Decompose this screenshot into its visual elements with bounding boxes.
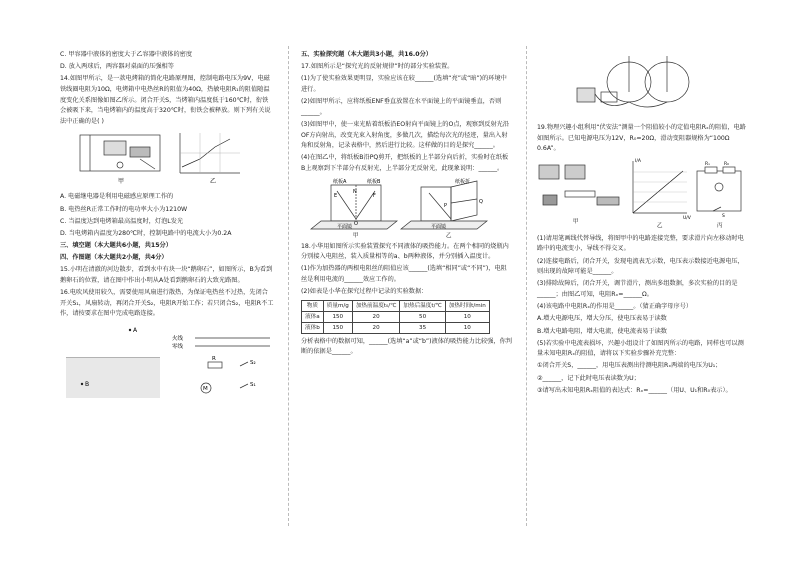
temp-resistance-graph bbox=[180, 133, 240, 173]
q19-step3: ③请写出未知电阻Rₓ阻值的表达式：Rₓ=______（用U、U₁和R₀表示）。 bbox=[537, 386, 732, 394]
q14-label-b: 乙 bbox=[210, 178, 217, 186]
section-5-title: 五、实验探究题（本大题共3小题，共16.0分） bbox=[301, 51, 432, 58]
q16-motor-label: M bbox=[203, 386, 208, 393]
q19-option-b: B.增大电路电阻，增大电流，使电流表易于读数 bbox=[537, 327, 667, 335]
q18-apparatus-svg bbox=[537, 52, 747, 120]
q19-step1: ①闭合开关S，______，用电压表测出待测电阻Rₓ两端的电压为U₁； bbox=[537, 362, 722, 370]
q19-part3: (3)排除故障后，闭合开关，调节滑片，测出多组数据，多次实验的目的是______；由图乙可知，电阻Rₓ=______Ω。 bbox=[537, 280, 738, 298]
q14-label-a: 甲 bbox=[118, 178, 125, 186]
q19-label-c: 丙 bbox=[717, 222, 723, 229]
q19-switch-label: S bbox=[722, 213, 725, 219]
column-2 bbox=[301, 50, 512, 359]
q19-stem: 19.物理兴趣小组利用“伏安法”测量一个阻值较小的定值电阻Rₓ的阻值，电路如图所示。已知电源电压为12V，R₀=20Ω，滑动变阻器规格为“100Ω 0.6A”。 bbox=[537, 124, 746, 153]
table-cell: 20 bbox=[352, 322, 400, 333]
q17-point-q: Q bbox=[479, 198, 483, 205]
q16-circuit bbox=[195, 338, 270, 393]
q15-water-diagram bbox=[66, 327, 160, 398]
section-4-title: 四、作图题（本大题共2小题，共4分） bbox=[60, 254, 168, 262]
q16-resistor-label: R bbox=[212, 356, 216, 363]
table-cell: 50 bbox=[400, 311, 445, 322]
q19-iu-graph bbox=[633, 161, 687, 213]
q15-stem: 15.小明在清澈的河边散步，看到水中有块一块“鹅卵石”，如图所示，B为看到鹅卵石的位置，请在图中作出小明从A处看到鹅卵石的大致光路图。 bbox=[60, 266, 273, 285]
q14-option-a: A. 电磁继电器是利用电磁感应原理工作的 bbox=[60, 193, 174, 201]
q17-mirror-label-a: 平面镜 bbox=[337, 223, 353, 230]
q17-part2: (2)如图甲所示，应将纸板ENF垂直放置在水平面镜上的平面镜垂直，否则______。 bbox=[301, 98, 502, 116]
q17-point-o: O bbox=[354, 220, 358, 227]
q16-zero-line-label: 零线 bbox=[172, 344, 184, 351]
q19-figure-svg bbox=[537, 157, 747, 231]
q17-point-f: F bbox=[373, 192, 376, 199]
q14-stem: 14.如图甲所示，是一款电烤箱的简化电路原理图，控制电路电压为9V，电磁铁线圈电阻为10Ω，电烤箱中电热丝R的阻值为40Ω，热敏电阻R₁的阻值随温度变化关系图像如图乙所示。闭合开关S，当烤箱内温度低于160℃时，衔铁会被吸下来，当电烤箱内的温度高于320℃时，衔铁会被释放。则下列有关说法中正确的是( ) bbox=[60, 75, 271, 125]
q19-circuit-a bbox=[539, 165, 619, 205]
q16-switch1-label: S₂ bbox=[250, 360, 256, 367]
table-header-cell: 加热时间t/min bbox=[445, 300, 489, 311]
q17-part3: (3)如图甲中，使一束光贴着纸板沿EO射向平面镜上的O点，观察到反射光沿OF方向射出，改变光束入射角度，多做几次，描绘每次光的径迹，量出入射角和反射角，记录表格中，然后进行比较。这样做的目的是探究______。 bbox=[301, 120, 510, 150]
q15-point-b: B bbox=[85, 381, 90, 389]
table-cell: 10 bbox=[445, 322, 489, 333]
q17-fold-label: 纸板折 bbox=[455, 178, 471, 185]
q18-apparatus-figure bbox=[537, 52, 747, 120]
section-3-title: 三、填空题（本大题共6小题，共15分） bbox=[60, 242, 172, 250]
q19-axis-u: U/V bbox=[683, 215, 691, 221]
table-row bbox=[302, 311, 490, 322]
q17-figure bbox=[301, 177, 512, 239]
q19-part1: (1)请用笔画线代替导线，将图甲中的电路连接完整，要求滑片向左移动时电路中的电流变小，导线不得交叉。 bbox=[537, 234, 744, 253]
q13-option-d: D. 放入两球后，两容器对桌面的压强相等 bbox=[60, 63, 174, 71]
table-cell: 150 bbox=[323, 311, 352, 322]
q14-figure bbox=[60, 129, 274, 189]
q17-mirror-label-b: 平面镜 bbox=[431, 223, 447, 230]
q18-data-table bbox=[301, 300, 490, 334]
q17-part4: (4)在图乙中，将纸板B沿PQ剪开，把纸板的上半部分向后折，实验时在纸板B上观察到下半部分有反射光，上半部分无反射光，此现象说明：______。 bbox=[301, 154, 509, 172]
q17-board-b-label: 纸板B bbox=[367, 178, 381, 185]
q18-part2-analysis: 分析表格中的数据可知，______(选填“a”或“b”)液体的吸热能力比较强，你判断的依据是______。 bbox=[301, 337, 512, 356]
column-divider-2 bbox=[526, 46, 527, 526]
q14-option-b: B. 电热丝R正常工作时的电功率大小为1210W bbox=[60, 205, 188, 213]
q17-board-a-label: 纸板A bbox=[333, 178, 347, 185]
q19-circuit-c bbox=[697, 167, 741, 211]
table-cell: 液体a bbox=[302, 311, 324, 322]
q17-point-e: E bbox=[334, 192, 338, 199]
q15-point-a: A bbox=[133, 327, 138, 335]
q19-part5: (5)若实验中电流表损坏，兴趣小组设计了如图丙所示的电路，同样也可以测量未知电阻Rₓ的阻值，请将以下实验步骤补充完整： bbox=[537, 339, 744, 358]
apparatus-drawing bbox=[577, 56, 689, 107]
table-cell: 10 bbox=[445, 311, 489, 322]
table-row bbox=[302, 322, 490, 333]
q17-point-n: N bbox=[353, 188, 357, 195]
table-cell: 35 bbox=[400, 322, 445, 333]
table-cell: 150 bbox=[323, 322, 352, 333]
q18-part1: (1)作为加热器的两根电阻丝的阻值应该______(选填“相同”或“不同”)，电阻丝是利用电流的______效应工作的。 bbox=[301, 265, 507, 283]
table-header-cell: 加热前温度t₀/℃ bbox=[352, 300, 400, 311]
q17-stem: 17.如图所示是“探究光的反射规律”时的部分实验装置。 bbox=[301, 63, 454, 71]
q19-r0-label: R₀ bbox=[724, 161, 729, 167]
q19-part4: (4)该电路中电阻Rₓ的作用是______。（猜正确字母序号） bbox=[537, 303, 693, 311]
q19-part2: (2)连接电路后，闭合开关，发现电流表无示数，电压表示数接近电源电压，则出现的故障可能是______。 bbox=[537, 257, 744, 276]
column-divider-1 bbox=[288, 46, 289, 526]
q17-label-a: 甲 bbox=[353, 232, 359, 239]
q13-option-c: C. 甲容器中液体的密度大于乙容器中液体的密度 bbox=[60, 51, 193, 58]
column-3 bbox=[537, 50, 747, 398]
q14-figure-svg bbox=[60, 129, 274, 189]
q19-figure bbox=[537, 157, 747, 231]
table-header-cell: 质量m/g bbox=[323, 300, 352, 311]
q17-point-p: P bbox=[444, 202, 448, 209]
q15-16-figure-svg bbox=[60, 322, 274, 406]
q16-stem: 16.电吹风使用较久，需要使用风扇进行散热，为保证电热丝不过热，先闭合开关S₁，风扇转动，再闭合开关S₂，电阻R开始工作；若只闭合S₂，电阻R不工作，请按要求在图中完成电路连接。 bbox=[60, 289, 274, 318]
table-cell: 20 bbox=[352, 311, 400, 322]
q19-label-b: 乙 bbox=[657, 222, 663, 229]
table-header-cell: 物质 bbox=[302, 300, 324, 311]
table-header-row bbox=[302, 300, 490, 311]
q19-option-a: A.增大电源电压，增大分压，使电压表易于读数 bbox=[537, 315, 667, 323]
q19-step2: ②______，记下此时电压表读数为U； bbox=[537, 374, 640, 382]
q18-stem: 18.小华用如图所示实验装置探究不同液体的吸热能力。在两个相同的烧瓶内分别接入电阻丝，装入质量相等的a、b两种液体，并分别插入温度计。 bbox=[301, 242, 509, 261]
column-1 bbox=[60, 50, 274, 409]
circuit-diagram bbox=[80, 135, 160, 171]
q18-part2: (2)如表是小华在探究过程中记录的实验数据： bbox=[301, 288, 428, 296]
q19-label-a: 甲 bbox=[573, 218, 579, 225]
q14-option-d: D. 当电烤箱内温度为280℃时，控制电路中的电流大小为0.2A bbox=[60, 229, 232, 237]
q17-figure-svg bbox=[301, 177, 512, 239]
q17-part1: (1)为了使实验效果更明显，实验应该在较______(选填“亮”或“暗”)的环境中进行。 bbox=[301, 75, 507, 93]
table-header-cell: 加热后温度t/℃ bbox=[400, 300, 445, 311]
q17-label-b: 乙 bbox=[446, 232, 452, 239]
q16-fire-line-label: 火线 bbox=[172, 336, 184, 343]
q19-axis-i: I/A bbox=[635, 158, 641, 164]
q16-switch2-label: S₁ bbox=[250, 382, 256, 389]
q19-rx-label: Rₓ bbox=[705, 161, 711, 167]
q14-option-c: C. 当温度达到电烤箱最高温度时，灯泡L发光 bbox=[60, 217, 184, 225]
table-cell: 液体b bbox=[302, 322, 324, 333]
q15-16-figure bbox=[60, 322, 274, 406]
